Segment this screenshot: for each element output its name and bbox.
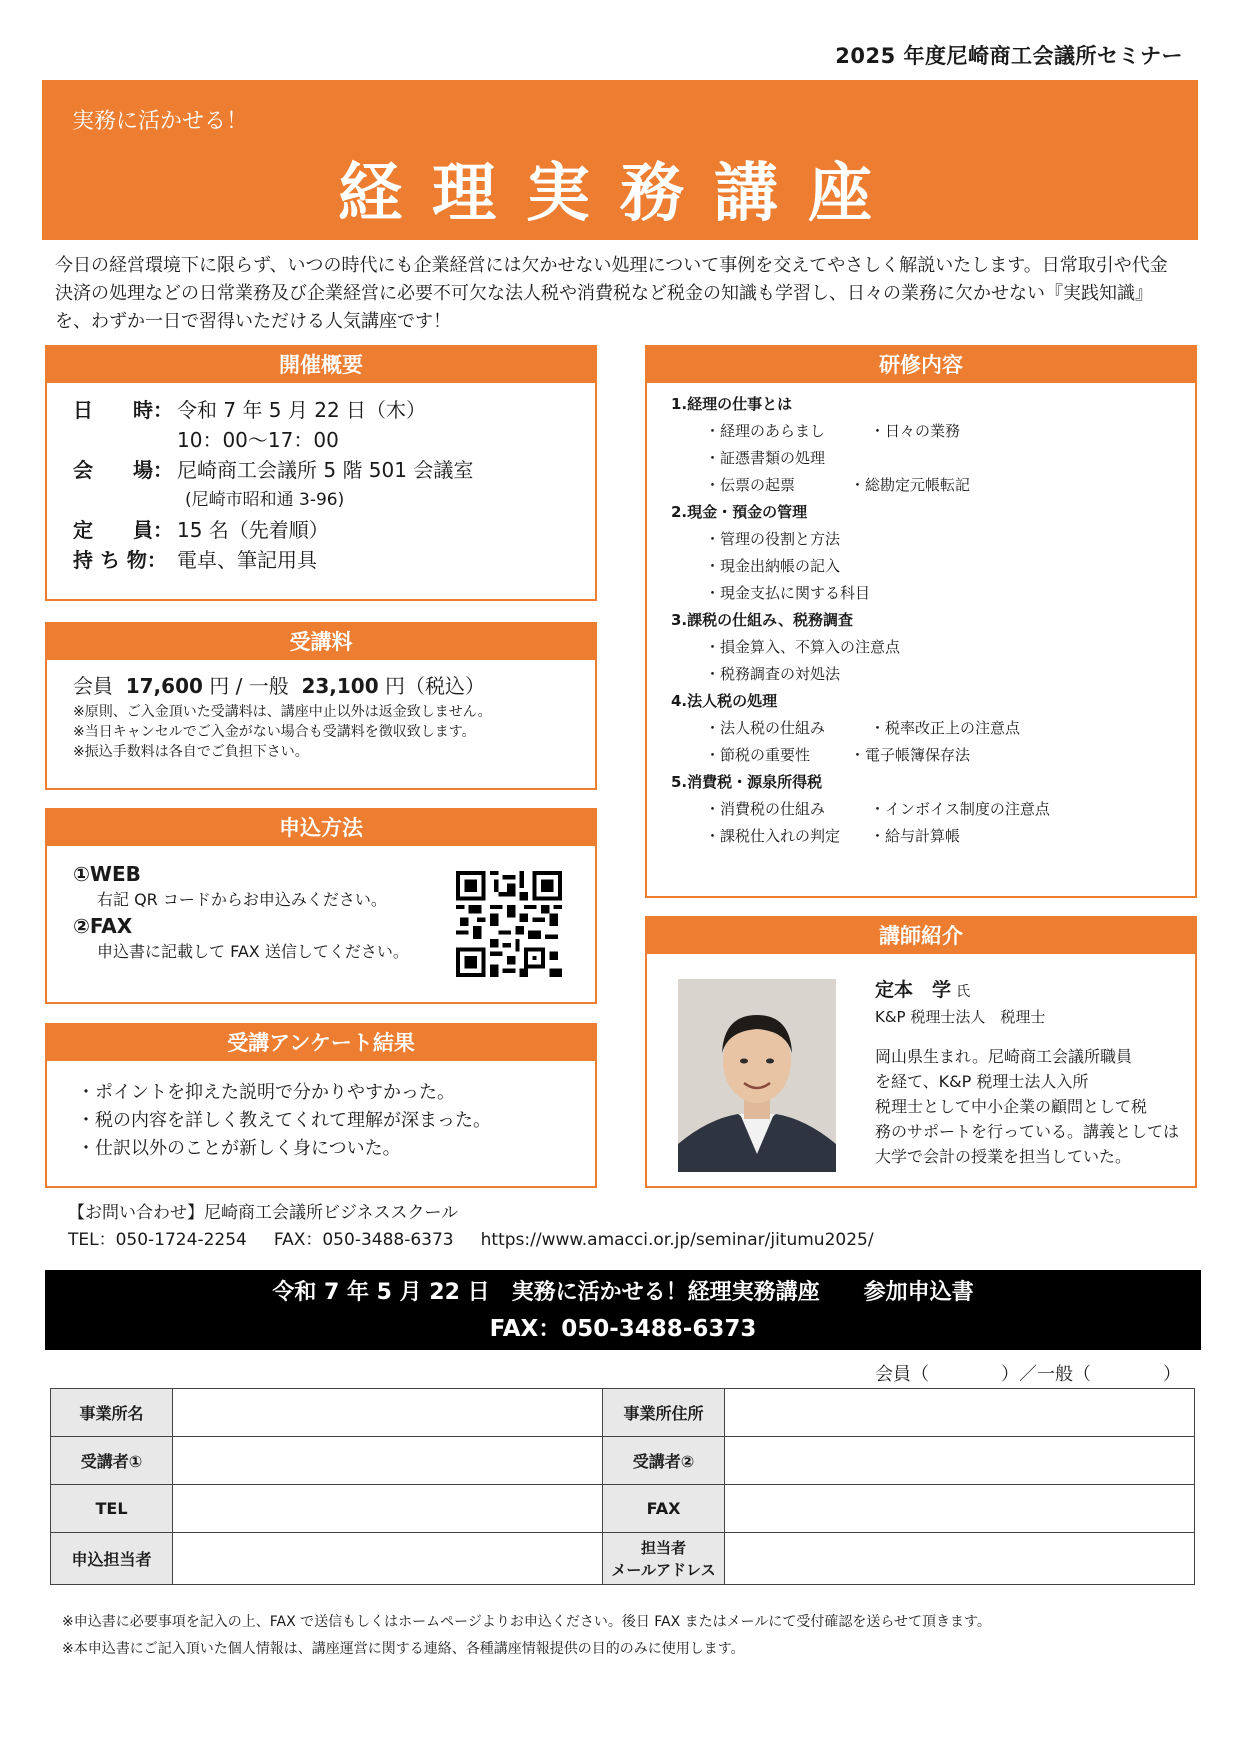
- footnote: ※申込書に必要事項を記入の上、FAX で送信もしくはホームページよりお申込ください。後日 FAX またはメールにて受付確認を送らせて頂きます。: [62, 1614, 991, 1630]
- attendee1-field[interactable]: [173, 1437, 603, 1485]
- form-row: [51, 1533, 1195, 1585]
- web-title: ①WEB: [73, 862, 141, 886]
- course-section-title: 2.現金・預金の管理: [671, 503, 808, 521]
- items-value: 電卓、筆記用具: [177, 548, 317, 572]
- instructor-heading: 講師紹介: [647, 918, 1195, 954]
- fee-note: ※当日キャンセルでご入金がない場合も受講料を徴収致します。: [73, 724, 476, 740]
- course-section-title: 5.消費税・源泉所得税: [671, 773, 823, 791]
- membership-selector[interactable]: 会員（ ）／一般（ ）: [875, 1364, 1181, 1385]
- course-heading: 研修内容: [647, 347, 1195, 383]
- instructor-bio: [875, 1044, 1179, 1169]
- member-price: 17,600: [125, 674, 203, 698]
- contact-mail-label-2: メールアドレス: [611, 1560, 716, 1579]
- hero-subtitle: 実務に活かせる！: [72, 109, 249, 134]
- application-banner: [45, 1270, 1201, 1350]
- yen-unit: 円: [209, 674, 230, 698]
- course-item: ・現金出納帳の記入: [705, 557, 841, 575]
- contact-tel: TEL：050-1724-2254: [68, 1230, 247, 1250]
- fax-label: FAX: [603, 1485, 725, 1533]
- contact-person-label: 申込担当者: [51, 1533, 173, 1585]
- bio-line: 大学で会計の授業を担当していた。: [875, 1147, 1132, 1166]
- items-label: 持 ち 物：: [73, 548, 167, 572]
- bio-line: 務のサポートを行っている。講義としては: [875, 1122, 1180, 1141]
- page-title: 経理実務講座: [338, 157, 902, 231]
- survey-item: ・仕訳以外のことが新しく身についた。: [77, 1138, 401, 1159]
- course-item-row: [671, 742, 1195, 769]
- course-list: [647, 383, 1195, 850]
- application-form: [50, 1388, 1195, 1585]
- course-item: ・伝票の起票: [705, 476, 796, 494]
- survey-heading: 受講アンケート結果: [47, 1025, 595, 1061]
- capacity-label: 定 員：: [73, 518, 173, 542]
- fee-note: ※原則、ご入金頂いた受講料は、講座中止以外は返金致しません。: [73, 704, 492, 720]
- fee-box: [45, 622, 597, 790]
- course-section-title: 1.経理の仕事とは: [671, 395, 793, 413]
- course-item: ・日々の業務: [870, 422, 961, 440]
- instructor-affiliation: K&P 税理士法人 税理士: [875, 1008, 1046, 1026]
- course-item: ・課税仕入れの判定: [705, 827, 841, 845]
- fee-slash: /: [235, 674, 243, 698]
- course-section-title: 4.法人税の処理: [671, 692, 778, 710]
- contact-heading: 【お問い合わせ】尼崎商工会議所ビジネススクール: [68, 1203, 459, 1223]
- contact-url[interactable]: https://www.amacci.or.jp/seminar/jitumu2025/: [480, 1230, 874, 1250]
- date-label: 日 時：: [73, 398, 173, 422]
- course-item: ・法人税の仕組み: [705, 719, 826, 737]
- course-item-row: [671, 418, 1195, 445]
- bio-line: 税理士として中小企業の顧問として税: [875, 1097, 1148, 1116]
- application-title: 令和 7 年 5 月 22 日 実務に活かせる！経理実務講座 参加申込書: [272, 1280, 974, 1305]
- intro-paragraph: 今日の経営環境下に限らず、いつの時代にも企業経営には欠かせない処理について事例を交えてやさしく解説いたします。日常取引や代金決済の処理などの日常業務及び企業経営に必要不可欠な法人税や消費税など税金の知識も学習し、日々の業務に欠かせない『実践知識』を、わずか一日で習得いただける人気講座です！: [55, 255, 1168, 332]
- venue-address: (尼崎市昭和通 3-96): [185, 490, 345, 510]
- course-item-row: [671, 472, 1195, 499]
- course-item-row: [671, 634, 1195, 661]
- contact-fax: FAX：050-3488-6373: [273, 1230, 454, 1250]
- instructor-name: 定本 学: [875, 979, 952, 1001]
- contact-mail-field[interactable]: [725, 1533, 1195, 1585]
- course-item: ・電子帳簿保存法: [850, 746, 971, 764]
- course-item-row: [671, 661, 1195, 688]
- course-item: ・総勘定元帳転記: [850, 476, 971, 494]
- member-label: 会員: [73, 674, 113, 698]
- overview-heading: 開催概要: [47, 347, 595, 383]
- office-name-field[interactable]: [173, 1389, 603, 1437]
- fax-title: ②FAX: [73, 914, 133, 938]
- application-fax: FAX：050-3488-6373: [489, 1316, 757, 1342]
- form-row: [51, 1437, 1195, 1485]
- course-item-row: [671, 580, 1195, 607]
- course-item-row: [671, 553, 1195, 580]
- course-item: ・税務調査の対処法: [705, 665, 841, 683]
- office-name-label: 事業所名: [51, 1389, 173, 1437]
- hero-banner: [42, 80, 1198, 240]
- bio-line: を経て、K&P 税理士法人入所: [875, 1072, 1089, 1091]
- course-item: ・証憑書類の処理: [705, 449, 826, 467]
- tel-field[interactable]: [173, 1485, 603, 1533]
- contact-info: [68, 1200, 874, 1254]
- venue-value: 尼崎商工会議所 5 階 501 会議室: [177, 458, 474, 482]
- seminar-year-line: 2025 年度尼崎商工会議所セミナー: [835, 44, 1183, 68]
- course-item: ・損金算入、不算入の注意点: [705, 638, 901, 656]
- capacity-value: 15 名（先着順）: [177, 518, 329, 542]
- course-item: ・現金支払に関する科目: [705, 584, 871, 602]
- course-box: [645, 345, 1197, 898]
- instructor-honorific: 氏: [956, 984, 971, 1000]
- course-item: ・管理の役割と方法: [705, 530, 841, 548]
- fee-line: [73, 670, 595, 702]
- course-section-title: 3.課税の仕組み、税務調査: [671, 611, 854, 629]
- fax-text: 申込書に記載して FAX 送信してください。: [97, 942, 409, 961]
- tel-label: TEL: [51, 1485, 173, 1533]
- fee-note: ※振込手数料は各自でご負担下さい。: [73, 744, 309, 760]
- tax-unit: 円（税込）: [385, 674, 485, 698]
- attendee2-field[interactable]: [725, 1437, 1195, 1485]
- survey-item: ・ポイントを抑えた説明で分かりやすかった。: [77, 1082, 455, 1103]
- course-item-row: [671, 526, 1195, 553]
- attendee2-label: 受講者②: [603, 1437, 725, 1485]
- course-item-row: [671, 445, 1195, 472]
- qr-code-icon[interactable]: [456, 871, 562, 977]
- footnote: ※本申込書にご記入頂いた個人情報は、講座運営に関する連絡、各種講座情報提供の目的のみに使用します。: [62, 1641, 745, 1657]
- course-item-row: [671, 715, 1195, 742]
- apply-heading: 申込方法: [47, 810, 595, 846]
- overview-box: [45, 345, 597, 601]
- survey-item: ・税の内容を詳しく教えてくれて理解が深まった。: [77, 1110, 491, 1131]
- office-address-field[interactable]: [725, 1389, 1195, 1437]
- form-row: [51, 1389, 1195, 1437]
- fee-heading: 受講料: [47, 624, 595, 660]
- course-item: ・税率改正上の注意点: [870, 719, 1021, 737]
- form-row: [51, 1485, 1195, 1533]
- contact-mail-label: [603, 1533, 725, 1585]
- contact-person-field[interactable]: [173, 1533, 603, 1585]
- course-item: ・インボイス制度の注意点: [870, 800, 1050, 818]
- course-item: ・経理のあらまし: [705, 422, 826, 440]
- contact-mail-label-1: 担当者: [640, 1538, 686, 1557]
- course-item: ・給与計算帳: [870, 827, 961, 845]
- venue-label: 会 場：: [73, 458, 173, 482]
- web-text: 右記 QR コードからお申込みください。: [97, 890, 387, 909]
- bio-line: 岡山県生まれ。尼崎商工会議所職員: [875, 1047, 1132, 1066]
- attendee1-label: 受講者①: [51, 1437, 173, 1485]
- general-price: 23,100: [301, 674, 379, 698]
- instructor-name-line: [875, 976, 1179, 1006]
- date-value: 令和 7 年 5 月 22 日（木）: [177, 398, 427, 422]
- office-address-label: 事業所住所: [603, 1389, 725, 1437]
- instructor-photo: [678, 979, 836, 1172]
- course-item: ・消費税の仕組み: [705, 800, 826, 818]
- time-value: 10：00～17：00: [177, 428, 339, 452]
- survey-box: [45, 1023, 597, 1188]
- course-item-row: [671, 796, 1195, 823]
- course-item-row: [671, 823, 1195, 850]
- general-label: 一般: [248, 674, 289, 698]
- course-item: ・節税の重要性: [705, 746, 811, 764]
- fax-field[interactable]: [725, 1485, 1195, 1533]
